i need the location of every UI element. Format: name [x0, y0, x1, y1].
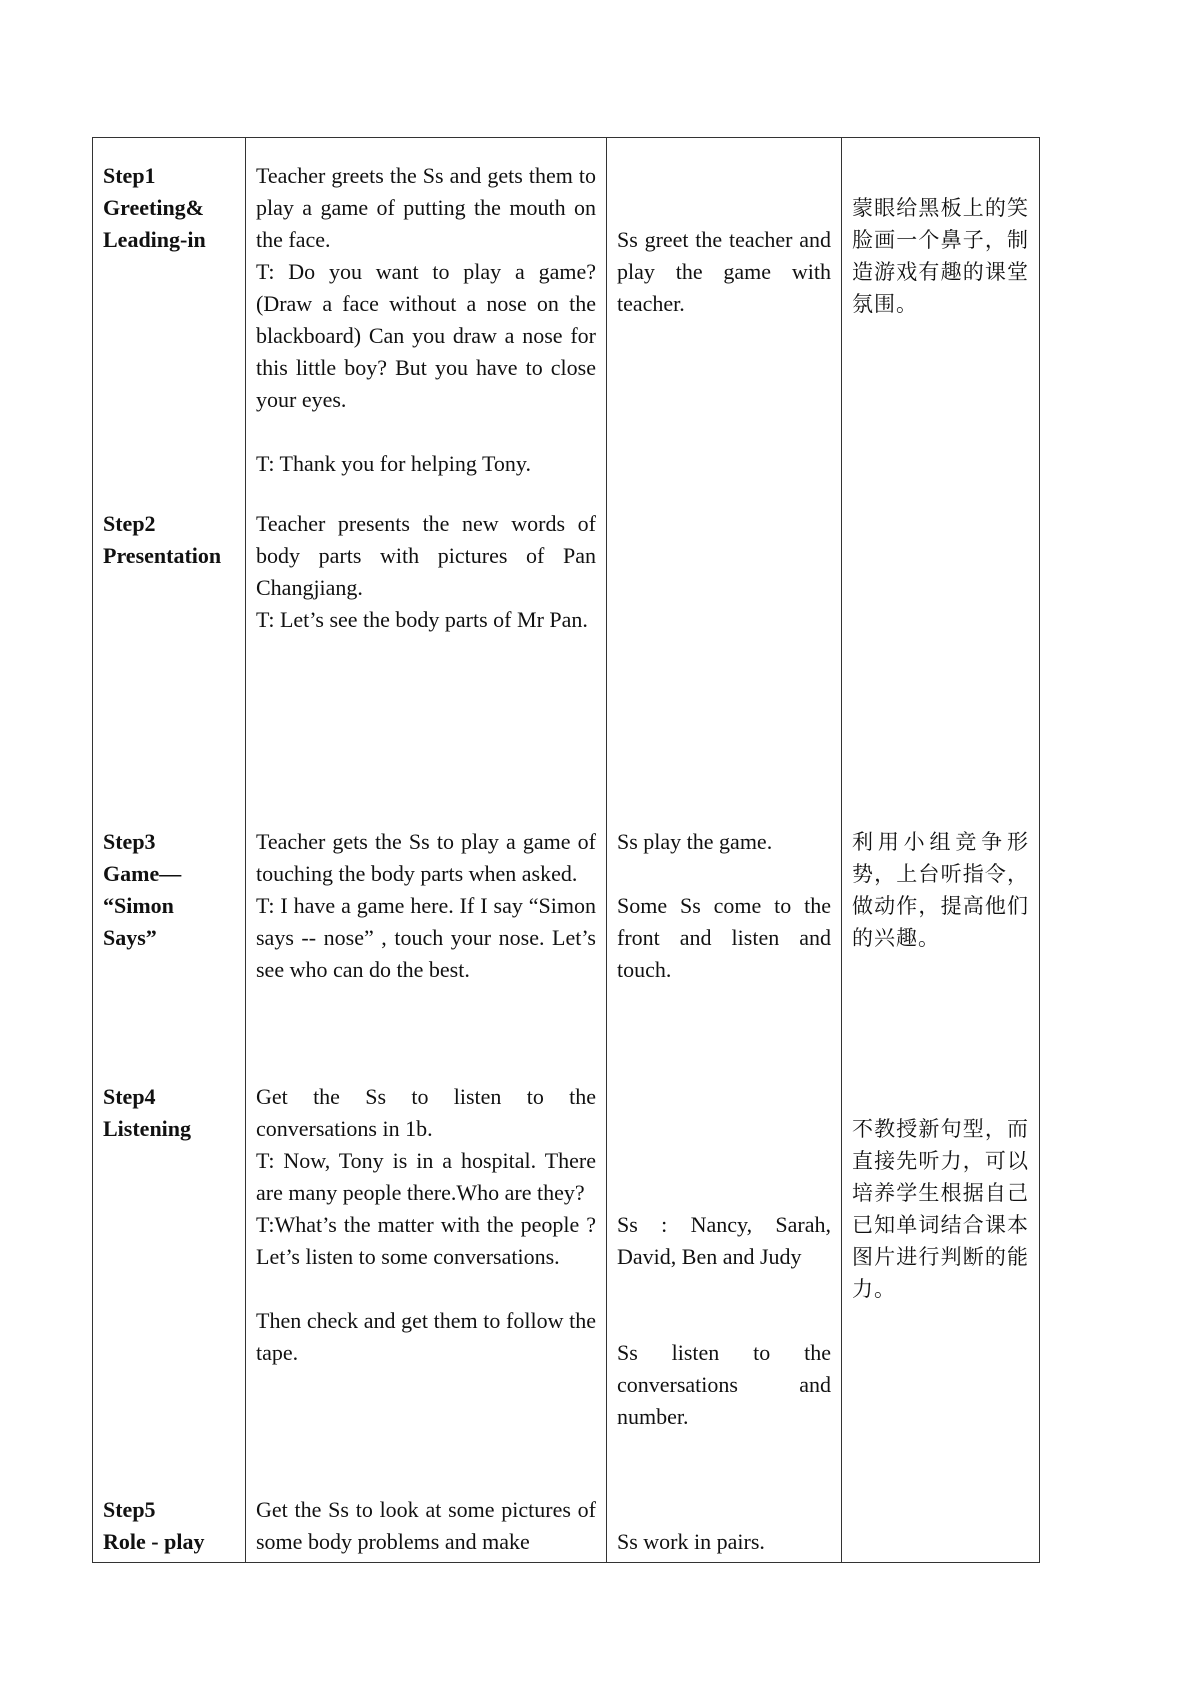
step4-student-text: Ss : Nancy, Sarah, David, Ben and Judy Ss listen to the conversations and number.: [617, 1212, 831, 1429]
student-activity-column: [606, 138, 841, 1563]
step1-teacher-text: Teacher greets the Ss and gets them to play a game of putting the mouth on the face. T: Do you want to play a game? (Draw a face without a nose on the blackboard) Can you draw a nose for this little boy? But you have to close your eyes. T: Thank you for helping Tony.: [256, 163, 596, 476]
step5-student-text: Ss work in pairs.: [617, 1529, 765, 1554]
step-column: [93, 138, 245, 1563]
step5-teacher-text: Get the Ss to look at some pictures of some body problems and make: [256, 1497, 596, 1554]
step3-student-text: Ss play the game. Some Ss come to the front and listen and touch.: [617, 829, 831, 982]
purpose-column: [841, 138, 1039, 1563]
step2-teacher-text: Teacher presents the new words of body parts with pictures of Pan Changjiang. T: Let’s see the body parts of Mr Pan.: [256, 511, 596, 632]
step1-title: Step1 Greeting& Leading-in: [103, 163, 206, 252]
teacher-activity-column: [245, 138, 606, 1563]
step5-title: Step5 Role - play: [103, 1497, 205, 1554]
step3-title: Step3 Game— “Simon Says”: [103, 829, 182, 950]
step1-purpose-text: 蒙眼给黑板上的笑脸画一个鼻子，制造游戏有趣的课堂氛围。: [852, 196, 1029, 316]
step3-purpose-text: 利用小组竞争形势，上台听指令，做动作，提高他们的兴趣。: [852, 830, 1029, 950]
lesson-plan-table: [92, 137, 1040, 1563]
step3-teacher-text: Teacher gets the Ss to play a game of touching the body parts when asked. T: I have a game here. If I say “Simon says -- nose” , touch your nose. Let’s see who can do the best.: [256, 829, 596, 982]
step2-title: Step2 Presentation: [103, 511, 222, 568]
step4-teacher-text: Get the Ss to listen to the conversations in 1b. T: Now, Tony is in a hospital. There are many people there.Who are they? T:What’s the matter with the people ? Let’s listen to some conversations. Then check and get them to follow the tape.: [256, 1084, 596, 1365]
step4-purpose-text: 不教授新句型，而直接先听力，可以培养学生根据自己已知单词结合课本图片进行判断的能力。: [852, 1117, 1029, 1301]
step4-title: Step4 Listening: [103, 1084, 192, 1141]
step1-student-text: Ss greet the teacher and play the game with teacher.: [617, 227, 831, 316]
